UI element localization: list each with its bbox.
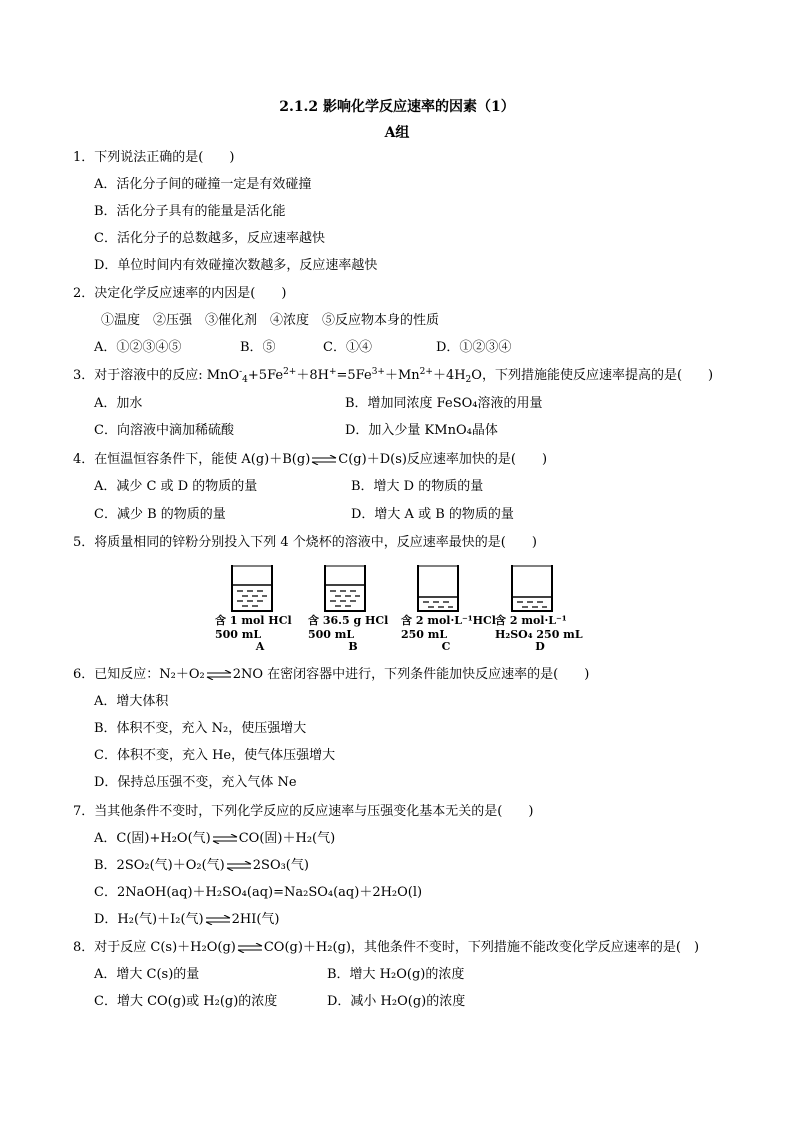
equilibrium-arrow-icon	[205, 915, 231, 925]
q8-option-b: B．增大 H₂O(g)的浓度	[327, 967, 465, 982]
beaker-c-line2: 250 mL	[401, 628, 448, 641]
beaker-b	[308, 563, 398, 653]
q1-option-a: A．活化分子间的碰撞一定是有效碰撞	[94, 177, 312, 192]
q6-option-a: A．增大体积	[94, 694, 169, 709]
q3-option-d: D．加入少量 KMnO₄晶体	[345, 423, 498, 438]
q6-stem: 6．已知反应：N₂＋O₂ 2NO 在密闭容器中进行，下列条件能加快反应速率的是( )	[73, 667, 590, 682]
q8-option-c: C．增大 CO(g)或 H₂(g)的浓度	[94, 994, 278, 1009]
equilibrium-arrow-icon	[237, 943, 263, 953]
q1-option-c: C．活化分子的总数越多，反应速率越快	[94, 231, 325, 246]
beaker-figure	[215, 563, 585, 658]
q4-option-d: D．增大 A 或 B 的物质的量	[351, 507, 514, 522]
beaker-b-line1: 含 36.5 g HCl	[308, 614, 389, 627]
q3-option-b: B．增加同浓度 FeSO₄溶液的用量	[345, 396, 543, 411]
q1-option-d: D．单位时间内有效碰撞次数越多，反应速率越快	[94, 258, 378, 273]
equilibrium-arrow-icon	[206, 670, 232, 680]
q1-stem: 1．下列说法正确的是( )	[73, 150, 235, 165]
q6-option-c: C．体积不变，充入 He，使气体压强增大	[94, 748, 336, 763]
q8-option-d: D．减小 H₂O(g)的浓度	[327, 994, 466, 1009]
beaker-icon	[415, 563, 461, 613]
q7-option-c: C．2NaOH(aq)＋H₂SO₄(aq)=Na₂SO₄(aq)＋2H₂O(l)	[94, 885, 423, 900]
q3-option-c: C．向溶液中滴加稀硫酸	[94, 423, 234, 438]
beaker-c	[401, 563, 496, 653]
q2-option-d: D．①②③④	[436, 340, 512, 355]
q4-stem: 4．在恒温恒容条件下，能使 A(g)＋B(g) C(g)＋D(s)反应速率加快的是( )	[73, 452, 548, 467]
beaker-a-line1: 含 1 mol HCl	[215, 614, 292, 627]
q7-option-a: A．C(固)+H₂O(气) CO(固)＋H₂(气)	[94, 831, 336, 846]
q6-option-b: B．体积不变，充入 N₂，使压强增大	[94, 721, 307, 736]
page-title: 2.1.2 影响化学反应速率的因素（1）	[279, 99, 515, 115]
beaker-icon	[509, 563, 555, 613]
q8-option-a: A．增大 C(s)的量	[94, 967, 200, 982]
q8-stem: 8．对于反应 C(s)＋H₂O(g) CO(g)＋H₂(g)，其他条件不变时，下列措施不能改变化学反应速率的是( )	[73, 940, 700, 955]
q4-option-c: C．减少 B 的物质的量	[94, 507, 226, 522]
beaker-a-line2: 500 mL	[215, 628, 262, 641]
q2-stem: 2．决定化学反应速率的内因是( )	[73, 286, 287, 301]
beaker-a-letter: A	[255, 640, 265, 653]
beaker-b-line2: 500 mL	[308, 628, 355, 641]
equilibrium-arrow-icon	[311, 455, 337, 465]
beaker-d-letter: D	[535, 640, 545, 653]
beaker-d-line2: H₂SO₄ 250 mL	[495, 628, 583, 641]
beaker-b-letter: B	[348, 640, 358, 653]
q2-option-c: C．①④	[323, 340, 372, 355]
beaker-d	[495, 563, 585, 653]
q2-option-b: B．⑤	[240, 340, 276, 355]
equilibrium-arrow-icon	[212, 834, 238, 844]
q6-option-d: D．保持总压强不变，充入气体 Ne	[94, 775, 297, 790]
beaker-a	[215, 563, 305, 653]
beaker-icon	[229, 563, 275, 613]
q1-option-b: B．活化分子具有的能量是活化能	[94, 204, 286, 219]
q3-option-a: A．加水	[94, 396, 143, 411]
q2-option-a: A．①②③④⑤	[94, 340, 182, 355]
q3-stem: 3．对于溶液中的反应: $MnO^-_4+5Fe^{2+}+8H^+=5Fe^{3+}+Mn^{2+}+4H_2O$，下列措施能使反应速率提高的是( )	[73, 367, 714, 385]
q4-option-b: B．增大 D 的物质的量	[351, 479, 484, 494]
group-heading: A组	[384, 125, 410, 141]
q2-items: ①温度 ②压强 ③催化剂 ④浓度 ⑤反应物本身的性质	[101, 313, 440, 328]
q7-option-b: B．2SO₂(气)＋O₂(气) 2SO₃(气)	[94, 858, 309, 873]
q7-option-d: D．H₂(气)＋I₂(气) 2HI(气)	[94, 912, 280, 927]
beaker-c-letter: C	[441, 640, 451, 653]
beaker-icon	[322, 563, 368, 613]
q7-stem: 7．当其他条件不变时，下列化学反应的反应速率与压强变化基本无关的是( )	[73, 804, 534, 819]
q4-option-a: A．减少 C 或 D 的物质的量	[94, 479, 258, 494]
q5-stem: 5．将质量相同的锌粉分别投入下列 4 个烧杯的溶液中，反应速率最快的是( )	[73, 535, 537, 550]
beaker-d-line1: 含 2 mol·L⁻¹	[495, 614, 567, 627]
beaker-c-line1: 含 2 mol·L⁻¹HCl	[401, 614, 496, 627]
equilibrium-arrow-icon	[226, 861, 252, 871]
